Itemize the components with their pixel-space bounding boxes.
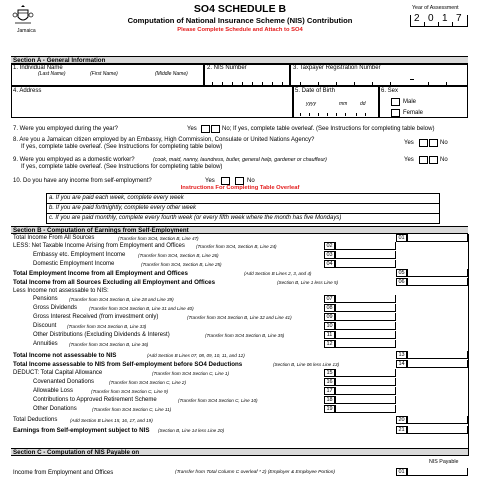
section-b-amount-field[interactable] — [335, 387, 396, 395]
section-b-line-number: 15 — [324, 369, 335, 377]
section-b-line-label: Discount — [33, 323, 57, 329]
section-b-amount-field[interactable] — [407, 278, 468, 286]
section-b-amount-field[interactable] — [335, 396, 396, 404]
section-b-line-number: 21 — [396, 426, 407, 434]
section-b-amount-field[interactable] — [407, 416, 468, 424]
section-a-heading-bar — [11, 56, 468, 64]
section-b-amount-field[interactable] — [335, 340, 396, 348]
male-label: Male — [403, 99, 417, 105]
q10-yes-label: Yes — [205, 178, 215, 184]
date-of-birth-label: 5. Date of Birth — [295, 88, 336, 94]
year-digit: 7 — [456, 13, 462, 24]
question-7: 7. Were you employed during the year? — [13, 126, 118, 132]
form-subtitle: Please Complete Schedule and Attach to SO4 — [177, 27, 303, 33]
section-b-line-number: 16 — [324, 378, 335, 386]
section-b-line-note: (Transfer from SO4 Section B, Line 32 and Line 41) — [187, 314, 292, 320]
section-c-heading: Section C - Computation of NIS Payable on — [13, 449, 140, 456]
section-b-line-number: 20 — [396, 416, 407, 424]
section-b-line-label: Other Donations — [33, 406, 77, 412]
section-b-line-label: Total Income From All Sources — [13, 235, 95, 241]
question-8-note: If yes, complete table overleaf. (See Instructions for completing table below) — [21, 144, 223, 150]
section-b-line-number: 19 — [324, 405, 335, 413]
section-b-line-number: 06 — [396, 278, 407, 286]
section-b-line-note: (Transfer from SO4, Section B, Line 24) — [196, 243, 277, 249]
section-b-line-label: Total Income assessable to NIS from Self-employment before SO4 Deductions — [13, 361, 243, 368]
section-b-amount-field[interactable] — [407, 234, 468, 242]
section-b-line-number: 09 — [324, 313, 335, 321]
first-name-hint: (First Name) — [90, 71, 118, 77]
form-title: Computation of National Insurance Scheme (NIS) Contribution — [127, 16, 353, 25]
section-b-line-note: (Section B, Line 1 less Line 5) — [277, 279, 339, 285]
section-b-line-number: 07 — [324, 295, 335, 303]
section-b-line-label: Covenanted Donations — [33, 379, 95, 385]
section-b-line-note: (Add Section B Lines 15, 16, 17, and 19) — [70, 417, 153, 423]
section-b-line-label: Pensions — [33, 296, 58, 302]
section-c-row-label: Income from Employment and Offices — [13, 470, 114, 476]
q9-yes-label: Yes — [404, 157, 414, 163]
q10-no-label: No — [247, 178, 255, 184]
q9-yes-checkbox[interactable] — [419, 156, 428, 164]
section-b-line-number: 01 — [396, 234, 407, 242]
section-b-line-label: Total Income not assessable to NIS — [13, 352, 117, 359]
section-b-line-number: 11 — [324, 331, 335, 339]
section-b-line-number: 12 — [324, 340, 335, 348]
year-digit: 2 — [414, 13, 420, 24]
q8-yes-checkbox[interactable] — [419, 139, 428, 147]
question-9-note: If yes, complete table overleaf. (See Instructions for completing table below) — [21, 164, 223, 170]
section-b-line-note: (Transfer from SO4 Section C, Line 1) — [152, 370, 230, 376]
section-b-line-note: (Add Section B Lines 2, 3, and 4) — [244, 270, 312, 276]
section-b-line-note: (Transfer from SO4, Section B, Line 47) — [118, 235, 199, 241]
individual-name-label: 1. Individual Name — [13, 65, 63, 71]
middle-name-hint: (Middle Name) — [155, 71, 188, 77]
section-b-line-note: (Transfer from SO4 Section C, Line 2) — [109, 379, 187, 385]
q10-no-checkbox[interactable] — [235, 177, 244, 185]
q9-no-checkbox[interactable] — [429, 156, 438, 164]
trn-label: 3. Taxpayer Registration Number — [293, 65, 381, 71]
section-b-line-label: Total Income from all Sources Excluding all Employment and Offices — [13, 279, 216, 286]
instructions-title: Instructions For Completing Table Overleaf — [180, 185, 300, 191]
q7-yes-label: Yes — [187, 126, 197, 132]
q7-no-checkbox[interactable] — [211, 125, 220, 133]
dob-mm-hint: mm — [339, 101, 348, 107]
section-c-amount-field[interactable] — [407, 468, 468, 476]
section-b-right-column-line — [468, 234, 469, 456]
section-b-amount-field[interactable] — [407, 426, 468, 434]
q9-no-label: No — [440, 157, 448, 163]
q7-no-label: No; If yes, complete table overleaf. (See Instructions for completing table below) — [222, 126, 435, 132]
section-c-heading-bar — [11, 448, 468, 456]
section-b-line-label: DEDUCT: Total Capital Allowance — [13, 370, 103, 376]
section-b-amount-field[interactable] — [407, 360, 468, 368]
section-c-line-number: 01 — [396, 468, 407, 476]
section-b-line-number: 18 — [324, 396, 335, 404]
section-b-line-label: LESS: Net Taxable Income Arising from Employment and Offices — [13, 243, 185, 249]
section-b-line-note: (Transfer from SO4 Section B, Line 36) — [69, 341, 149, 347]
section-b-line-note: (Transfer from SO4, Section B, Line 26) — [138, 252, 219, 258]
instruction-b: b. If you are paid fortnightly, complete every other week — [49, 205, 196, 211]
q10-yes-checkbox[interactable] — [221, 177, 230, 185]
section-b-line-label: Less Income not assessable to NIS: — [13, 288, 109, 294]
q8-no-label: No — [440, 140, 448, 146]
section-b-line-note: (Transfer from SO4, Section B, Line 25) — [141, 261, 222, 267]
section-b-amount-field[interactable] — [335, 295, 396, 303]
section-b-line-note: (Section B, Line 14 less Line 20) — [158, 427, 225, 433]
q8-yes-label: Yes — [404, 140, 414, 146]
question-8: 8. Are you a Jamaican citizen employed by an Embassy, High Commission, Consulate or United Nations Agency? — [13, 137, 315, 143]
female-checkbox[interactable] — [391, 109, 400, 117]
section-b-amount-field[interactable] — [335, 378, 396, 386]
sex-label: 6. Sex — [381, 88, 399, 94]
country-label: Jamaica — [17, 28, 36, 34]
year-digit: 1 — [442, 13, 448, 24]
section-b-heading: Section B - Computation of Earnings from Self-Employment — [13, 227, 189, 234]
year-of-assessment-label: Year of Assessment — [412, 5, 459, 11]
instruction-a: a. If you are paid each week, complete every week — [49, 195, 184, 201]
section-b-line-label: Earnings from Self-employment subject to NIS — [13, 427, 150, 434]
section-b-line-number: 14 — [396, 360, 407, 368]
section-b-line-label: Total Deductions — [13, 417, 58, 423]
section-b-line-note: (Section B, Line 06 less Line 13) — [273, 361, 340, 367]
section-b-amount-field[interactable] — [335, 242, 396, 250]
section-b-amount-field[interactable] — [407, 351, 468, 359]
section-b-amount-field[interactable] — [335, 304, 396, 312]
section-b-amount-field[interactable] — [335, 260, 396, 268]
section-b-line-label: Embassy etc. Employment Income — [33, 252, 126, 258]
section-b-line-note: (Transfer from SO4 Section C, Line 10) — [178, 397, 258, 403]
section-b-line-note: (Transfer from SO4 Section B, Line 33) — [67, 323, 147, 329]
section-b-line-number: 04 — [324, 260, 335, 268]
section-b-amount-field[interactable] — [335, 251, 396, 259]
section-b-line-number: 02 — [324, 242, 335, 250]
instr-divider — [46, 203, 440, 204]
section-b-line-note: (Transfer from SO4 Section C, Line 11) — [92, 406, 172, 412]
question-10: 10. Do you have any income from self-employment? — [13, 178, 152, 184]
year-digit: 0 — [428, 13, 434, 24]
question-9-examples: (cook, maid, nanny, laundress, butler, general help, gardener or chauffeur) — [153, 157, 327, 163]
address-label: 4. Address — [13, 88, 42, 94]
section-a-heading: Section A - General Information — [13, 57, 106, 64]
male-checkbox[interactable] — [391, 98, 400, 106]
section-b-line-number: 10 — [324, 322, 335, 330]
instr-divider — [46, 213, 440, 214]
section-b-heading-bar — [11, 226, 468, 234]
section-b-line-number: 13 — [396, 351, 407, 359]
section-c-row-note: (Transfer from Total Column C overleaf * 2) (Employer & Employee Portion) — [175, 470, 335, 475]
section-b-line-number: 08 — [324, 304, 335, 312]
section-b-line-label: Gross Interest Received (from investment only) — [33, 314, 159, 320]
section-b-amount-field[interactable] — [335, 313, 396, 321]
female-label: Female — [403, 110, 424, 116]
year-of-assessment-field[interactable] — [410, 13, 468, 27]
section-b-amount-field[interactable] — [335, 405, 396, 413]
section-b-line-label: Domestic Employment Income — [33, 261, 115, 267]
address-field[interactable] — [11, 86, 293, 118]
section-b-line-label: Contributions to Approved Retirement Scheme — [33, 397, 157, 403]
section-b-line-note: (Transfer from SO4 Section B, Line 35) — [205, 332, 285, 338]
section-b-line-number: 03 — [324, 251, 335, 259]
q7-yes-checkbox[interactable] — [201, 125, 210, 133]
section-b-amount-field[interactable] — [407, 269, 468, 277]
section-b-line-number: 17 — [324, 387, 335, 395]
form-code: SO4 SCHEDULE B — [193, 3, 287, 15]
last-name-hint: (Last Name) — [38, 71, 66, 77]
section-b-amount-field[interactable] — [335, 369, 396, 377]
section-b-amount-field[interactable] — [335, 331, 396, 339]
section-b-line-note: (Add Section B Lines 07, 08, 09, 10, 11, and 12) — [147, 352, 245, 358]
nis-number-label: 2. NIS Number — [207, 65, 247, 71]
dob-yyyy-hint: yyyy — [306, 101, 316, 107]
section-b-line-label: Annuities — [33, 341, 58, 347]
question-9: 9. Were you employed as a domestic worker? — [13, 157, 135, 163]
section-b-line-label: Gross Dividends — [33, 305, 78, 311]
section-b-line-note: (Transfer from SO4 Section B, Line 28 and Line 39) — [69, 296, 174, 302]
section-b-line-note: (Transfer from SO4 Section C, Line 9) — [91, 388, 169, 394]
section-b-line-note: (Transfer from SO4 Section B, Line 31 and Line 40) — [89, 305, 194, 311]
section-b-line-label: Allowable Loss — [33, 388, 74, 394]
q8-no-checkbox[interactable] — [429, 139, 438, 147]
section-b-line-label: Other Distributions (Excluding Dividends & Interest) — [33, 332, 170, 338]
nis-payable-label: NIS Payable — [429, 459, 459, 465]
section-b-line-label: Total Employment Income from all Employment and Offices — [13, 270, 188, 277]
dob-dd-hint: dd — [360, 101, 366, 107]
instruction-c: c. If you are paid monthly, complete every fourth week (or every fifth week where the month has five Mondays) — [49, 215, 342, 221]
section-b-amount-field[interactable] — [335, 322, 396, 330]
section-b-line-number: 05 — [396, 269, 407, 277]
